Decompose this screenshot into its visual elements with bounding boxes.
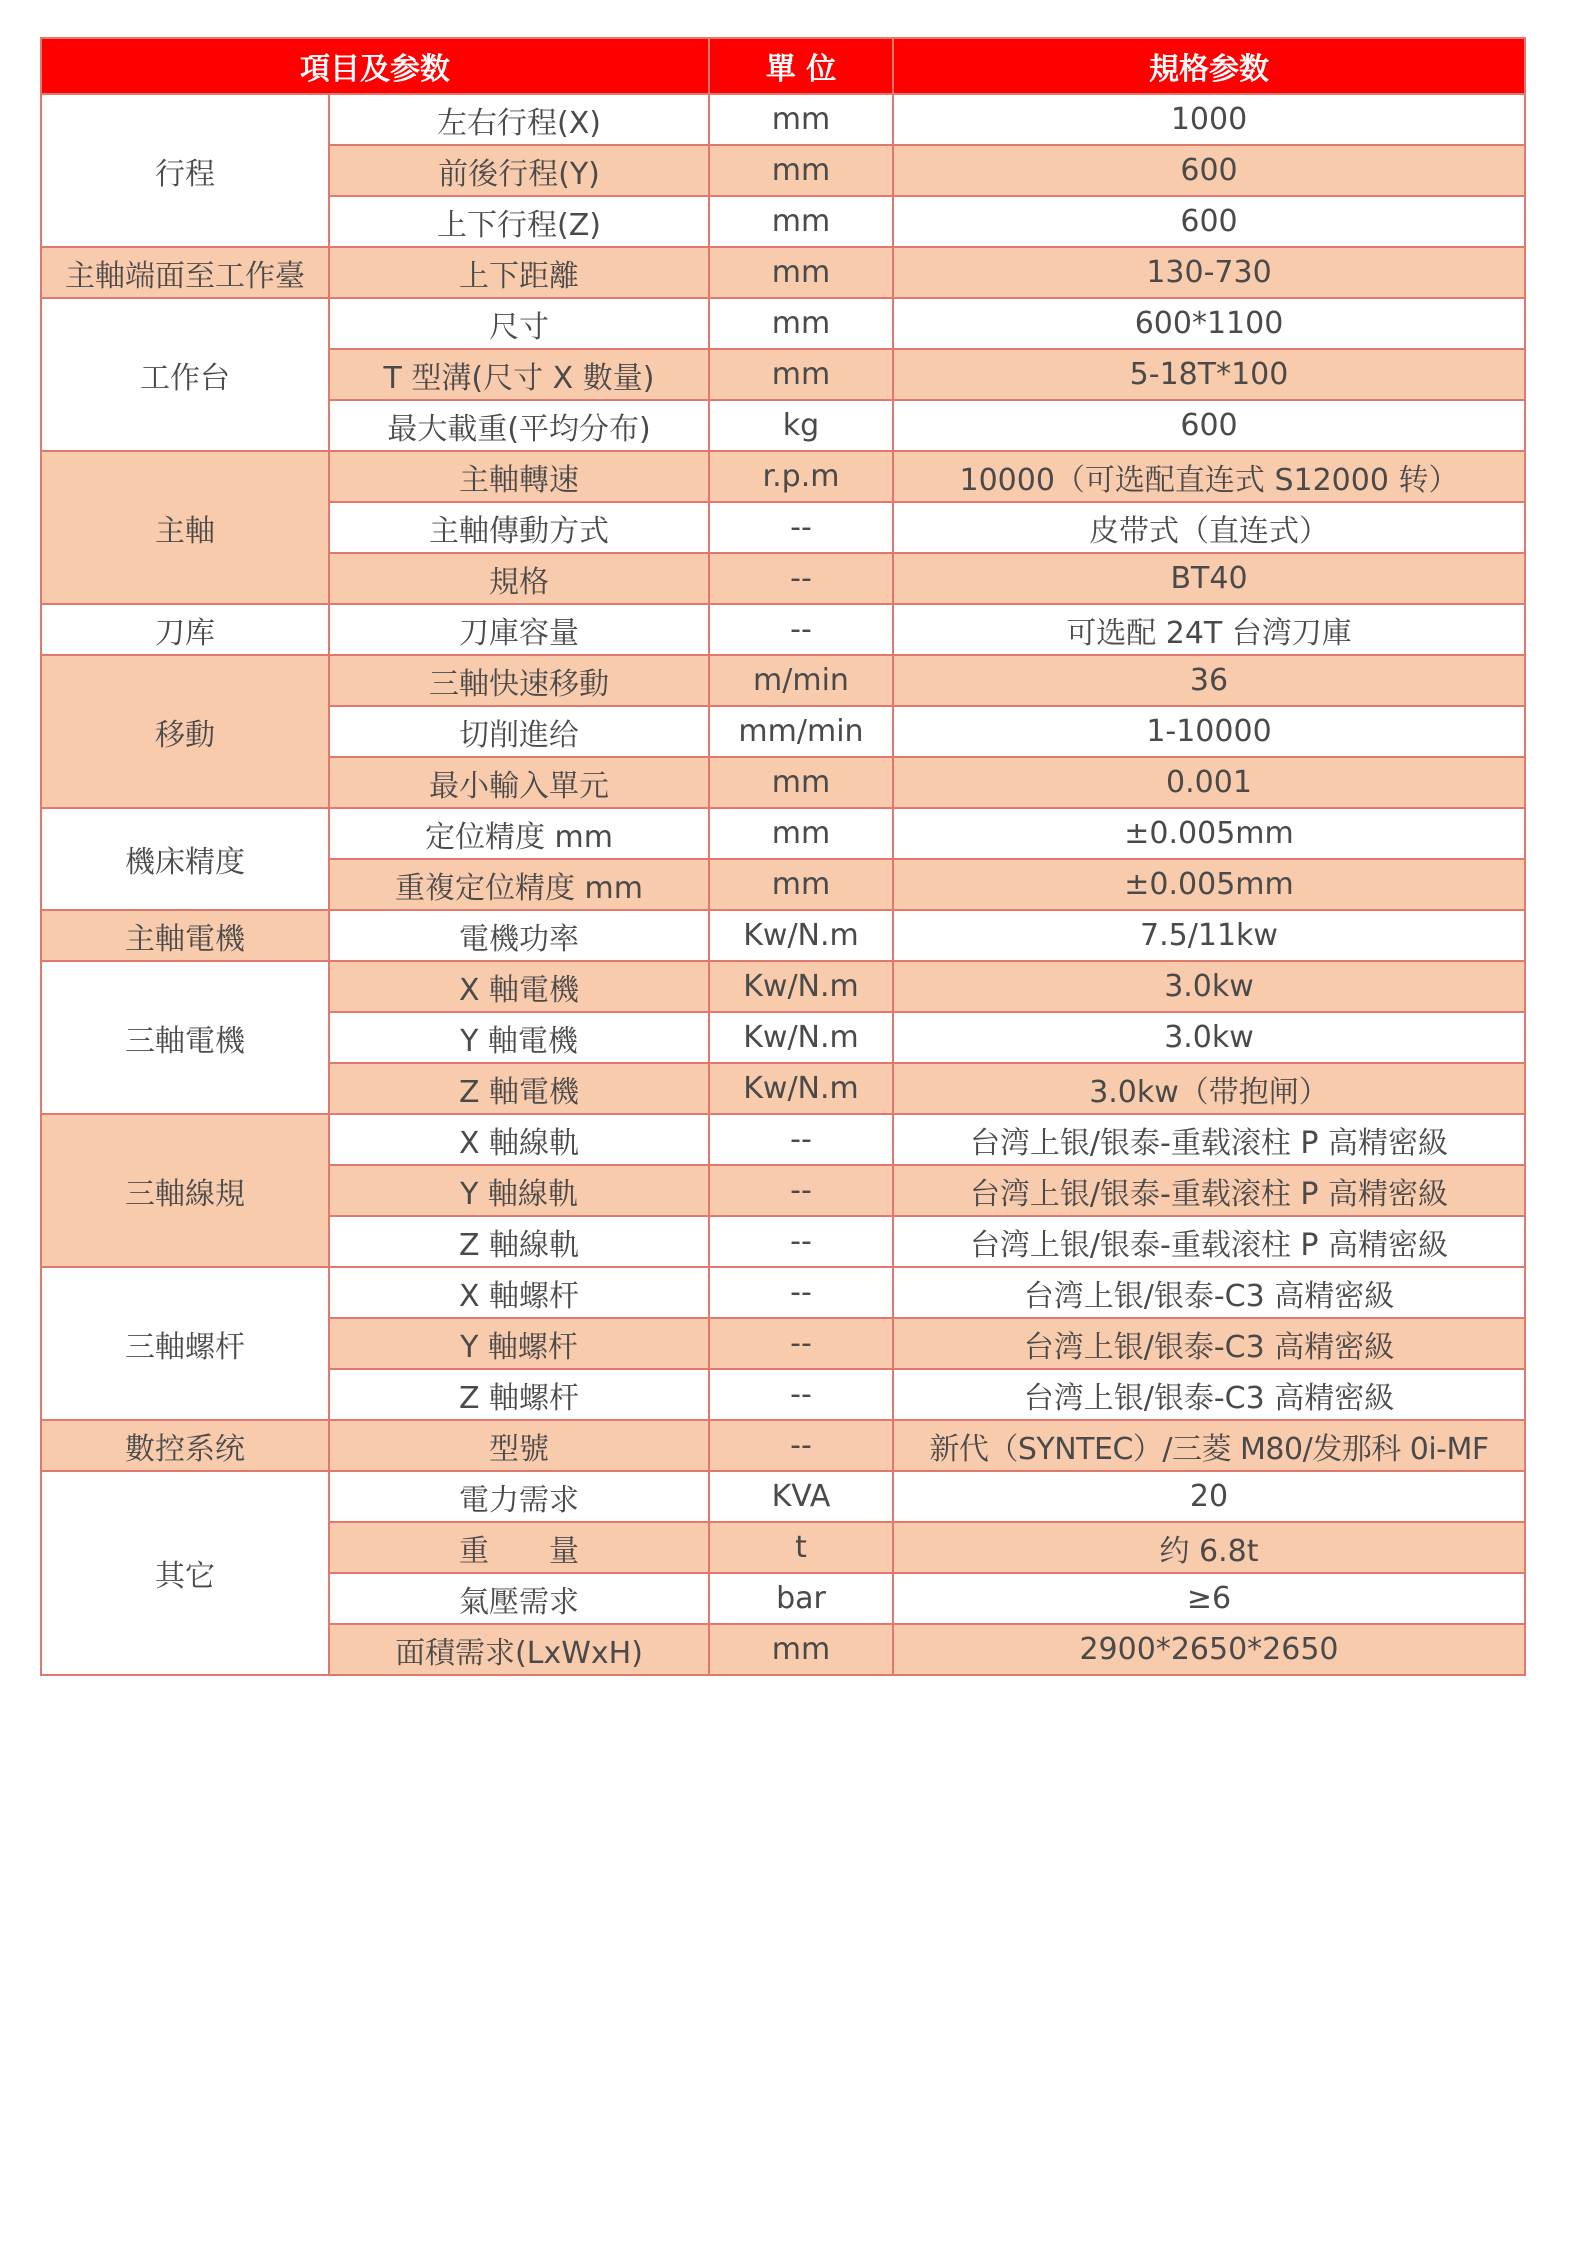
group-label: 其它 (41, 1471, 329, 1675)
table-row (41, 910, 1525, 961)
param-cell: 切削進给 (329, 706, 709, 757)
value-cell: 10000（可选配直连式 S12000 转） (893, 451, 1525, 502)
value-cell: 新代（SYNTEC）/三菱 M80/发那科 0i-MF (893, 1420, 1525, 1471)
value-cell: BT40 (893, 553, 1525, 604)
group-label: 主軸端面至工作臺 (41, 247, 329, 298)
table-row (41, 1420, 1525, 1471)
unit-cell: Kw/N.m (709, 961, 893, 1012)
param-cell: 電力需求 (329, 1471, 709, 1522)
param-cell: 定位精度 mm (329, 808, 709, 859)
value-cell: 3.0kw（带抱闸） (893, 1063, 1525, 1114)
group-label: 移動 (41, 655, 329, 808)
unit-cell: -- (709, 1369, 893, 1420)
unit-cell: Kw/N.m (709, 1012, 893, 1063)
value-cell: 600 (893, 145, 1525, 196)
param-cell: 主軸傳動方式 (329, 502, 709, 553)
value-cell: 600*1100 (893, 298, 1525, 349)
table-row (41, 94, 1525, 145)
unit-cell: -- (709, 1165, 893, 1216)
group-label: 三軸電機 (41, 961, 329, 1114)
param-cell: 主軸轉速 (329, 451, 709, 502)
unit-cell: -- (709, 1318, 893, 1369)
group-label: 機床精度 (41, 808, 329, 910)
param-cell: 重 量 (329, 1522, 709, 1573)
table-row (41, 1114, 1525, 1165)
value-cell: 台湾上银/银泰-C3 高精密級 (893, 1267, 1525, 1318)
param-cell: 最大載重(平均分布) (329, 400, 709, 451)
value-cell: 600 (893, 196, 1525, 247)
value-cell: ≥6 (893, 1573, 1525, 1624)
value-cell: 7.5/11kw (893, 910, 1525, 961)
unit-cell: mm (709, 859, 893, 910)
param-cell: Z 軸線軌 (329, 1216, 709, 1267)
param-cell: 尺寸 (329, 298, 709, 349)
table-row (41, 1267, 1525, 1318)
unit-cell: mm (709, 298, 893, 349)
value-cell: 台湾上银/银泰-重载滚柱 P 高精密級 (893, 1114, 1525, 1165)
unit-cell: -- (709, 502, 893, 553)
unit-cell: -- (709, 1114, 893, 1165)
value-cell: 20 (893, 1471, 1525, 1522)
table-row (41, 655, 1525, 706)
unit-cell: mm (709, 145, 893, 196)
param-cell: 規格 (329, 553, 709, 604)
group-label: 三軸螺杆 (41, 1267, 329, 1420)
unit-cell: -- (709, 1420, 893, 1471)
group-label: 工作台 (41, 298, 329, 451)
value-cell: ±0.005mm (893, 808, 1525, 859)
unit-cell: mm (709, 196, 893, 247)
unit-cell: mm (709, 349, 893, 400)
header-row (41, 38, 1525, 94)
param-cell: 面積需求(LxWxH) (329, 1624, 709, 1675)
value-cell: 3.0kw (893, 1012, 1525, 1063)
table-row (41, 604, 1525, 655)
group-label: 數控系统 (41, 1420, 329, 1471)
unit-cell: mm (709, 1624, 893, 1675)
param-cell: 最小輸入單元 (329, 757, 709, 808)
group-label: 主軸電機 (41, 910, 329, 961)
value-cell: 36 (893, 655, 1525, 706)
unit-cell: kg (709, 400, 893, 451)
unit-cell: -- (709, 553, 893, 604)
param-cell: 上下距離 (329, 247, 709, 298)
value-cell: 130-730 (893, 247, 1525, 298)
value-cell: 可选配 24T 台湾刀庫 (893, 604, 1525, 655)
group-label: 三軸線規 (41, 1114, 329, 1267)
value-cell: 0.001 (893, 757, 1525, 808)
table-row (41, 247, 1525, 298)
value-cell: 台湾上银/银泰-C3 高精密級 (893, 1318, 1525, 1369)
header-spec: 規格参数 (893, 38, 1525, 94)
param-cell: 上下行程(Z) (329, 196, 709, 247)
value-cell: 台湾上银/银泰-重载滚柱 P 高精密級 (893, 1165, 1525, 1216)
value-cell: 台湾上银/银泰-C3 高精密級 (893, 1369, 1525, 1420)
param-cell: T 型溝(尺寸 X 數量) (329, 349, 709, 400)
value-cell: 约 6.8t (893, 1522, 1525, 1573)
unit-cell: -- (709, 604, 893, 655)
header-item: 項目及参数 (41, 38, 709, 94)
unit-cell: r.p.m (709, 451, 893, 502)
param-cell: Y 軸螺杆 (329, 1318, 709, 1369)
table-row (41, 961, 1525, 1012)
table-row (41, 1471, 1525, 1522)
table-row (41, 808, 1525, 859)
param-cell: 型號 (329, 1420, 709, 1471)
unit-cell: KVA (709, 1471, 893, 1522)
value-cell: 皮带式（直连式） (893, 502, 1525, 553)
spec-table-body (41, 94, 1525, 1675)
unit-cell: mm (709, 94, 893, 145)
unit-cell: mm/min (709, 706, 893, 757)
param-cell: Z 軸螺杆 (329, 1369, 709, 1420)
param-cell: 左右行程(X) (329, 94, 709, 145)
unit-cell: Kw/N.m (709, 1063, 893, 1114)
param-cell: X 軸線軌 (329, 1114, 709, 1165)
param-cell: Y 軸線軌 (329, 1165, 709, 1216)
group-label: 刀库 (41, 604, 329, 655)
value-cell: ±0.005mm (893, 859, 1525, 910)
value-cell: 1000 (893, 94, 1525, 145)
value-cell: 3.0kw (893, 961, 1525, 1012)
param-cell: 電機功率 (329, 910, 709, 961)
value-cell: 5-18T*100 (893, 349, 1525, 400)
unit-cell: bar (709, 1573, 893, 1624)
param-cell: 重複定位精度 mm (329, 859, 709, 910)
param-cell: 前後行程(Y) (329, 145, 709, 196)
param-cell: Y 軸電機 (329, 1012, 709, 1063)
unit-cell: -- (709, 1267, 893, 1318)
unit-cell: mm (709, 247, 893, 298)
param-cell: 刀庫容量 (329, 604, 709, 655)
unit-cell: t (709, 1522, 893, 1573)
param-cell: X 軸電機 (329, 961, 709, 1012)
unit-cell: mm (709, 757, 893, 808)
header-unit: 單 位 (709, 38, 893, 94)
table-row (41, 451, 1525, 502)
param-cell: 氣壓需求 (329, 1573, 709, 1624)
value-cell: 2900*2650*2650 (893, 1624, 1525, 1675)
param-cell: Z 軸電機 (329, 1063, 709, 1114)
unit-cell: m/min (709, 655, 893, 706)
unit-cell: -- (709, 1216, 893, 1267)
unit-cell: mm (709, 808, 893, 859)
param-cell: 三軸快速移動 (329, 655, 709, 706)
group-label: 主軸 (41, 451, 329, 604)
value-cell: 600 (893, 400, 1525, 451)
table-row (41, 298, 1525, 349)
spec-table (40, 37, 1526, 1676)
group-label: 行程 (41, 94, 329, 247)
param-cell: X 軸螺杆 (329, 1267, 709, 1318)
value-cell: 台湾上银/银泰-重载滚柱 P 高精密級 (893, 1216, 1525, 1267)
unit-cell: Kw/N.m (709, 910, 893, 961)
value-cell: 1-10000 (893, 706, 1525, 757)
